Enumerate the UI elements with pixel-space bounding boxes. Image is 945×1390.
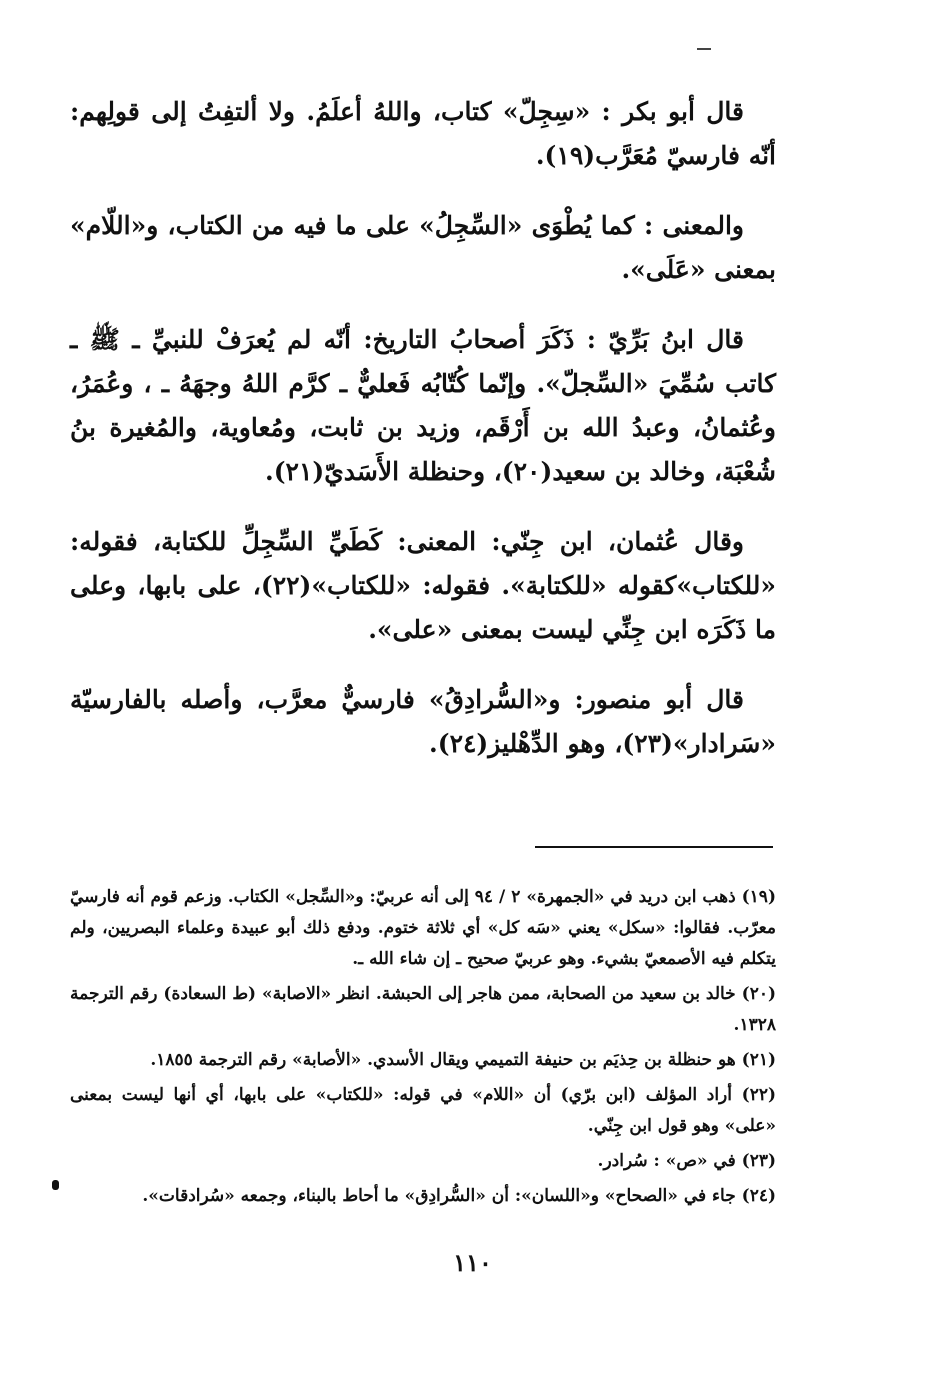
paragraph-1: قال أبو بكر : «سِجِلّ» كتاب، واللهُ أعلَمُ. ولا ألتفِتُ إلى قولِهم: أنّه فارسيّ مُعَرَّب(١٩). <box>70 97 776 170</box>
paragraph-2: والمعنى : كما يُطْوَى «السِّجِلُ» على ما فيه من الكتاب، و«اللّام» بمعنى «عَلَى». <box>70 211 776 284</box>
footnote-23: (٢٣) في «ص» : سُرادر. <box>597 1151 776 1171</box>
footnote-22: (٢٢) أراد المؤلف (ابن برّي) أن «اللام» في قوله: «للكتاب» على بابها، أي أنها ليست بمعنى «على» وهو قول ابن جِنّي. <box>70 1085 776 1136</box>
paragraph-5: قال أبو منصور: و«السُّرادِقُ» فارسيٌّ معرَّب، وأصله بالفارسيّة «سَرادار»(٢٣)، وهو الدِّهْليز(٢٤). <box>70 685 776 758</box>
footnotes <box>70 882 776 1216</box>
footnote-separator <box>535 846 773 848</box>
page-number: ١١٠ <box>453 1248 492 1277</box>
footnote-24: (٢٤) جاء في «الصحاح» و«اللسان»: أن «السُّرادِق» ما أحاط بالبناء، وجمعه «سُرادقات». <box>142 1186 776 1206</box>
footnote-20: (٢٠) خالد بن سعيد من الصحابة، ممن هاجر إلى الحبشة. انظر «الاصابة» (ط السعادة) رقم الترجمة ١٣٢٨. <box>70 984 776 1035</box>
paragraph-4: وقال عُثمان، ابن جِنّي: المعنى: كَطَيِّ السِّجِلِّ للكتابة، فقوله: «للكتاب»كقوله «للكتابة». فقوله: «للكتاب»(٢٢)، على بابها، وعلى ما ذَكَرَه ابن جِنِّي ليست بمعنى «على». <box>70 527 776 644</box>
main-text <box>70 90 776 792</box>
footnote-19: (١٩) ذهب ابن دريد في «الجمهرة» ٢ / ٩٤ إلى أنه عربيّ: و«السِّجل» الكتاب. وزعم قوم أنه فارسيّ معرّب. فقالوا: «سكل» يعني «سَه كل» أي ثلاثة ختوم. ودفع ذلك أبو عبيدة وعلماء البصريين، ولم يتكلم فيه الأصمعيّ بشيء. وهو عربيّ صحيح ـ إن شاء الله ـ. <box>70 887 776 969</box>
margin-dot <box>52 1180 59 1190</box>
footnote-21: (٢١) هو حنظلة بن حِذيَم بن حنيفة التميمي ويقال الأسدي. «الأصابة» رقم الترجمة ١٨٥٥. <box>150 1050 776 1070</box>
top-dash-mark <box>697 48 711 50</box>
paragraph-3: قال ابنُ بَرِّيّ : ذَكَرَ أصحابُ التاريخ: أنّه لم يُعرَفْ للنبيِّ ـ ﷺ ـ كاتب سُمِّيَ «السِّجلّ». وإنّما كُتّابُه فَعليٌّ ـ كرَّم اللهُ وجهَهُ ـ ، وعُمَرُ، وعُثمانُ، وعبدُ الله بن أَرْقَم، وزيد بن ثابت، ومُعاوية، والمُغيرة بنُ شُعْبَة، وخالد بن سعيد(٢٠)، وحنظلة الأَسَديّ(٢١). <box>70 325 776 486</box>
